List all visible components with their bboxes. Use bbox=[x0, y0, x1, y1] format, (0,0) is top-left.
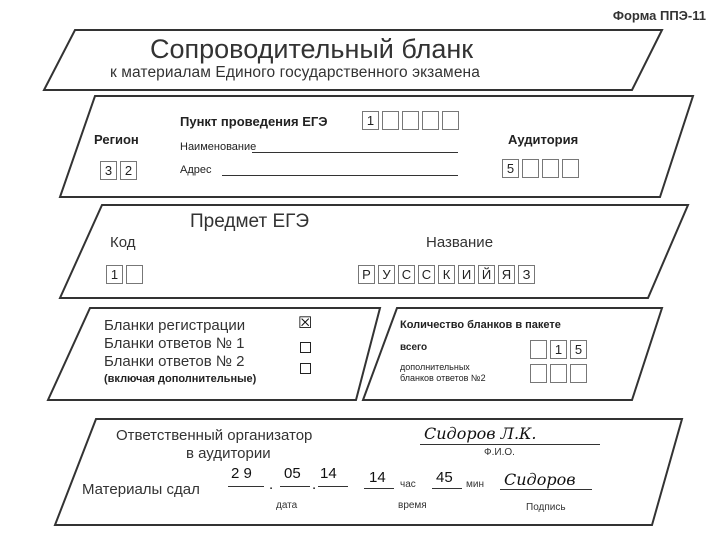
point-digit[interactable] bbox=[382, 111, 399, 130]
subject-name-letter[interactable]: С bbox=[418, 265, 435, 284]
organizer-name-handwritten: Сидоров Л.К. bbox=[424, 424, 537, 443]
form-code: Форма ППЭ-11 bbox=[612, 8, 706, 23]
region-code-cells[interactable] bbox=[100, 161, 140, 180]
subject-code-digit[interactable]: 1 bbox=[106, 265, 123, 284]
auditorium-label: Аудитория bbox=[508, 132, 579, 147]
reg-blanks-label: Бланки регистрации bbox=[104, 317, 246, 334]
signature-line[interactable] bbox=[500, 489, 592, 490]
hour-label: час bbox=[400, 479, 416, 490]
total-count-cells[interactable] bbox=[530, 340, 590, 359]
date-day: 2 9 bbox=[231, 465, 252, 482]
form-title: Сопроводительный бланк bbox=[150, 34, 474, 64]
date-year: 14 bbox=[320, 465, 337, 482]
subject-name-cells[interactable] bbox=[358, 265, 538, 284]
time-hours: 14 bbox=[369, 469, 386, 486]
extra-blanks-label-line2: бланков ответов №2 bbox=[400, 373, 486, 383]
auditorium-cells[interactable] bbox=[502, 159, 582, 178]
total-digit[interactable]: 1 bbox=[550, 340, 567, 359]
date-year-line[interactable] bbox=[318, 486, 348, 487]
package-count-heading: Количество бланков в пакете bbox=[400, 319, 561, 331]
time-minutes: 45 bbox=[436, 469, 453, 486]
organizer-name-line[interactable] bbox=[420, 444, 600, 445]
date-label: дата bbox=[276, 500, 298, 511]
organizer-label: Ответственный организатор bbox=[116, 427, 313, 444]
address-label: Адрес bbox=[180, 164, 212, 176]
answers2-label: Бланки ответов № 2 bbox=[104, 353, 245, 370]
point-digit[interactable] bbox=[402, 111, 419, 130]
date-month-line[interactable] bbox=[280, 486, 310, 487]
date-day-line[interactable] bbox=[228, 486, 264, 487]
address-line[interactable] bbox=[222, 175, 458, 176]
form-subtitle: к материалам Единого государственного экзамена bbox=[110, 64, 480, 81]
subject-heading: Предмет ЕГЭ bbox=[190, 211, 310, 232]
reg-blanks-checkbox[interactable]: ☒ bbox=[298, 315, 313, 332]
auditorium-digit[interactable] bbox=[522, 159, 539, 178]
subject-code-label: Код bbox=[110, 234, 136, 251]
subject-section-frame bbox=[60, 205, 688, 298]
extra-digit[interactable] bbox=[570, 364, 587, 383]
total-digit[interactable]: 5 bbox=[570, 340, 587, 359]
exam-point-label: Пункт проведения ЕГЭ bbox=[180, 114, 328, 129]
subject-name-letter[interactable]: Я bbox=[498, 265, 515, 284]
subject-name-letter[interactable]: Й bbox=[478, 265, 495, 284]
total-digit[interactable] bbox=[530, 340, 547, 359]
date-separator-1: . bbox=[269, 476, 274, 493]
auditorium-digit[interactable] bbox=[562, 159, 579, 178]
subject-name-letter[interactable]: И bbox=[458, 265, 475, 284]
extra-digit[interactable] bbox=[550, 364, 567, 383]
signature-handwritten: Сидоров bbox=[504, 470, 576, 489]
subject-code-cells[interactable] bbox=[106, 265, 146, 284]
subject-name-letter[interactable]: Р bbox=[358, 265, 375, 284]
subject-name-letter[interactable]: У bbox=[378, 265, 395, 284]
exam-point-cells[interactable] bbox=[362, 111, 462, 130]
extra-blanks-label-line1: дополнительных bbox=[400, 362, 470, 372]
point-digit[interactable] bbox=[422, 111, 439, 130]
region-label: Регион bbox=[94, 132, 139, 147]
time-hours-line[interactable] bbox=[364, 488, 394, 489]
name-line[interactable] bbox=[252, 152, 458, 153]
date-month: 05 bbox=[284, 465, 301, 482]
auditorium-digit[interactable] bbox=[542, 159, 559, 178]
organizer-label-2: в аудитории bbox=[186, 445, 271, 462]
answers2-checkbox[interactable] bbox=[300, 363, 311, 374]
handed-over-label: Материалы сдал bbox=[82, 481, 200, 498]
subject-name-letter[interactable]: К bbox=[438, 265, 455, 284]
answers1-label: Бланки ответов № 1 bbox=[104, 335, 245, 352]
fio-label: Ф.И.О. bbox=[484, 447, 515, 458]
auditorium-digit[interactable]: 5 bbox=[502, 159, 519, 178]
answers2-note: (включая дополнительные) bbox=[104, 373, 257, 385]
total-label: всего bbox=[400, 342, 428, 353]
point-digit[interactable] bbox=[442, 111, 459, 130]
extra-count-cells[interactable] bbox=[530, 364, 590, 383]
subject-name-letter[interactable]: С bbox=[398, 265, 415, 284]
subject-code-digit[interactable] bbox=[126, 265, 143, 284]
time-minutes-line[interactable] bbox=[432, 488, 462, 489]
point-digit[interactable]: 1 bbox=[362, 111, 379, 130]
region-digit[interactable]: 2 bbox=[120, 161, 137, 180]
name-label: Наименование bbox=[180, 141, 257, 153]
extra-digit[interactable] bbox=[530, 364, 547, 383]
region-digit[interactable]: 3 bbox=[100, 161, 117, 180]
min-label: мин bbox=[466, 479, 484, 490]
extra-blanks-label bbox=[400, 362, 486, 384]
signature-label: Подпись bbox=[526, 502, 566, 513]
subject-name-letter[interactable]: З bbox=[518, 265, 535, 284]
answers1-checkbox[interactable] bbox=[300, 342, 311, 353]
subject-name-label: Название bbox=[426, 234, 494, 251]
date-separator-2: . bbox=[312, 476, 317, 493]
time-label: время bbox=[398, 500, 427, 511]
